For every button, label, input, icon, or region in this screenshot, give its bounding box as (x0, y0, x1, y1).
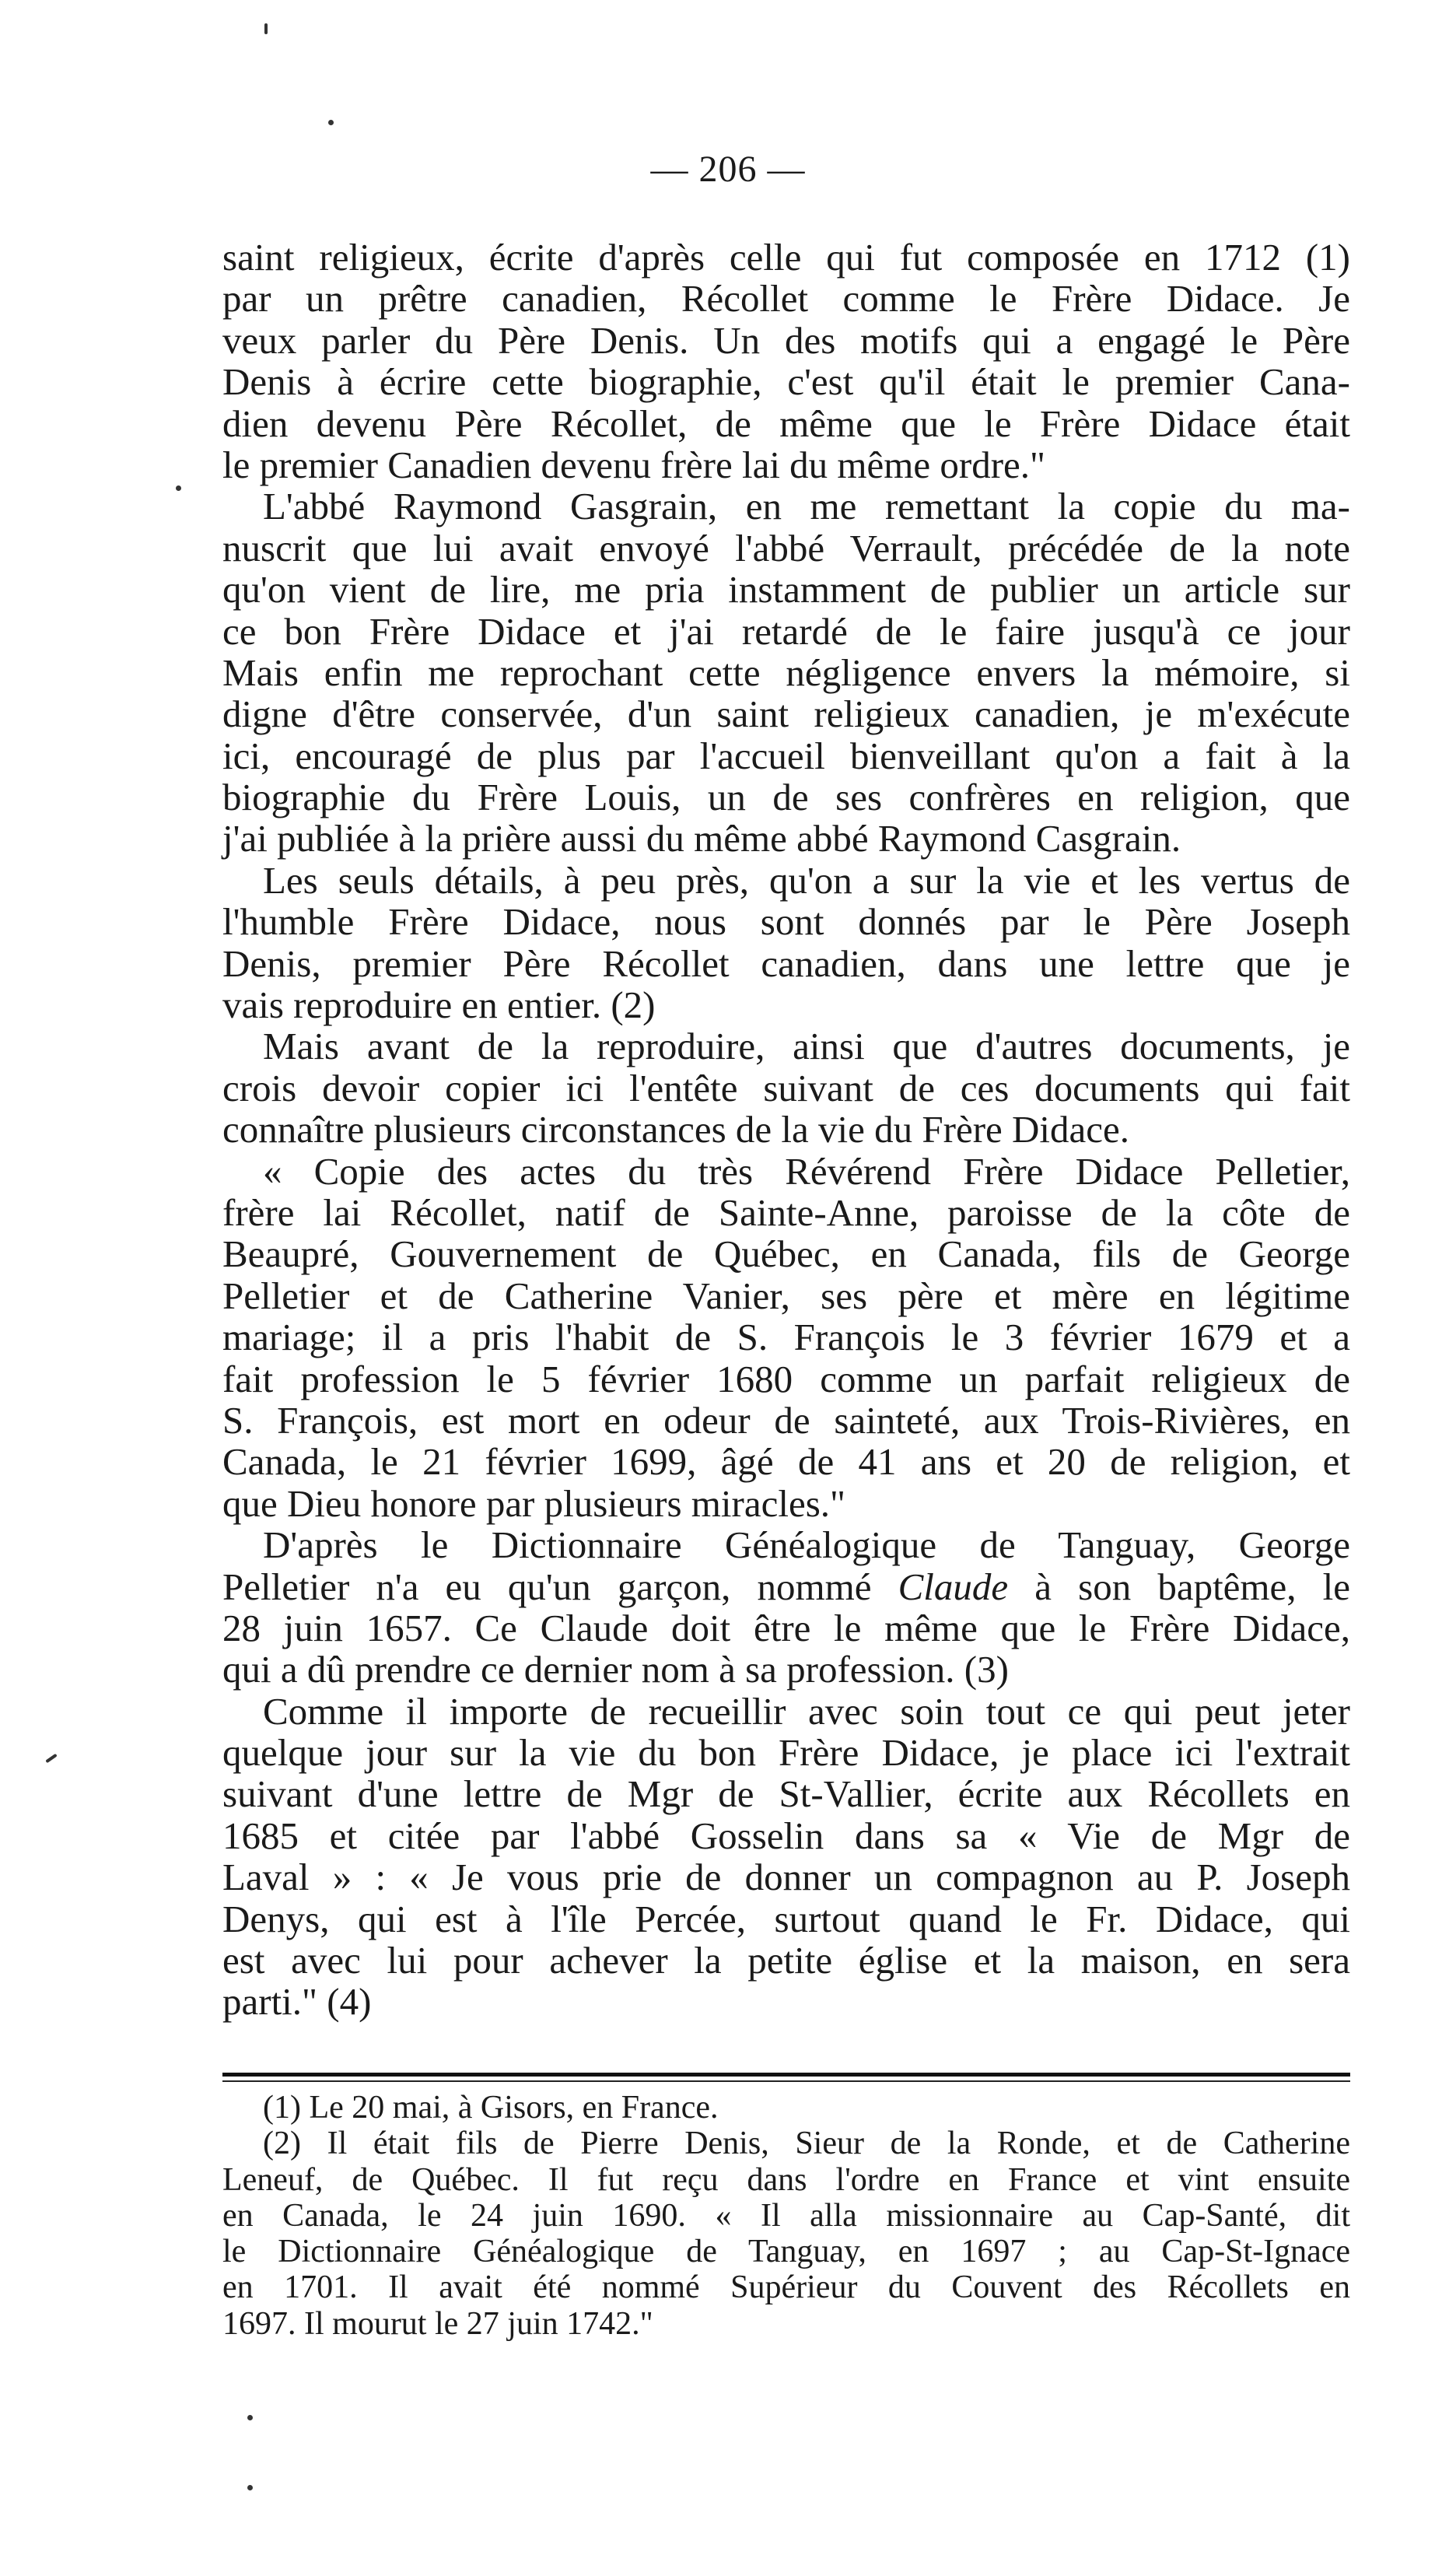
footnote-line: le Dictionnaire Généalogique de Tanguay, en 1697 ; au Cap-St-Ignace (222, 2234, 1350, 2270)
text-line: Beaupré, Gouvernement de Québec, en Canada, fils de George (222, 1232, 1350, 1276)
text-line: dien devenu Père Récollet, de même que le Frère Didace était (222, 401, 1350, 445)
footnote-line: en 1701. Il avait été nommé Supérieur du Couvent des Récollets en (222, 2269, 1350, 2306)
text-line: ici, encouragé de plus par l'accueil bienveillant qu'on a fait à la (222, 734, 1350, 777)
text-line: ce bon Frère Didace et j'ai retardé de le faire jusqu'à ce jour (222, 609, 1350, 653)
ink-speck (176, 485, 181, 491)
quote-first-line: « Copie des actes du très Révérend Frère Didace Pelletier, (263, 1149, 1350, 1193)
footnote-line: Leneuf, de Québec. Il fut reçu dans l'ordre en France et vint ensuite (222, 2161, 1350, 2198)
text-line: l'humble Frère Didace, nous sont donnés par le Père Joseph (222, 900, 1350, 944)
text-line: par un prêtre canadien, Récollet comme le Frère Didace. Je (222, 277, 1350, 321)
text-line: j'ai publiée à la prière aussi du même abbé Raymond Casgrain. (222, 817, 1181, 860)
text-line: crois devoir copier ici l'entête suivant de ces documents qui fait (222, 1066, 1350, 1109)
text-line: Denis à écrire cette biographie, c'est qu'il était le premier Cana- (222, 360, 1350, 404)
text-line: digne d'être conservée, d'un saint religieux canadien, je m'exécute (222, 692, 1350, 736)
footnote-line: en Canada, le 24 juin 1690. « Il alla missionnaire au Cap-Santé, dit (222, 2197, 1350, 2234)
text-segment: Pelletier n'a eu qu'un garçon, nommé (222, 1565, 872, 1608)
ink-speck (45, 1754, 57, 1763)
text-line: suivant d'une lettre de Mgr de St-Vallier, écrite aux Récollets en (222, 1772, 1350, 1816)
body-text (222, 237, 1350, 2023)
text-line: Denys, qui est à l'île Percée, surtout quand le Fr. Didace, qui (222, 1897, 1350, 1940)
text-line: le premier Canadien devenu frère lai du même ordre." (222, 443, 1046, 486)
text-line: mariage; il a pris l'habit de S. François le 3 février 1679 et a (222, 1316, 1350, 1359)
footnotes (222, 2090, 1350, 2342)
text-line: quelque jour sur la vie du bon Frère Didace, je place ici l'extrait (222, 1731, 1350, 1775)
text-line: qu'on vient de lire, me pria instamment de publier un article sur (222, 568, 1350, 612)
text-line: frère lai Récollet, natif de Sainte-Anne, paroisse de la côte de (222, 1190, 1350, 1234)
ink-speck (328, 120, 334, 125)
text-line: Laval » : « Je vous prie de donner un compagnon au P. Joseph (222, 1856, 1350, 1899)
text-line: qui a dû prendre ce dernier nom à sa profession. (3) (222, 1648, 1009, 1691)
text-line: veux parler du Père Denis. Un des motifs qui a engagé le Père (222, 318, 1350, 362)
footnote-line: 1697. Il mourut le 27 juin 1742." (222, 2305, 653, 2342)
paragraph-first-line: Les seuls détails, à peu près, qu'on a sur la vie et les vertus de (263, 858, 1350, 902)
text-line: fait profession le 5 février 1680 comme un parfait religieux de (222, 1357, 1350, 1400)
text-line: S. François, est mort en odeur de sainteté, aux Trois-Rivières, en (222, 1398, 1350, 1442)
text-line: est avec lui pour achever la petite église et la maison, en sera (222, 1939, 1350, 1982)
footnote-1: (1) Le 20 mai, à Gisors, en France. (263, 2090, 719, 2126)
text-line: biographie du Frère Louis, un de ses confrères en religion, que (222, 776, 1350, 819)
ink-speck (247, 2415, 253, 2420)
ink-speck (264, 23, 268, 34)
paragraph-first-line: D'après le Dictionnaire Généalogique de Tanguay, George (263, 1523, 1350, 1567)
page-number: — 206 — (650, 149, 806, 190)
text-line: connaître plusieurs circonstances de la vie du Frère Didace. (222, 1108, 1129, 1151)
text-line: saint religieux, écrite d'après celle qui fut composée en 1712 (1) (222, 236, 1350, 279)
footnote-divider-thin (222, 2080, 1350, 2082)
footnote-divider (222, 2073, 1350, 2077)
text-line (222, 1566, 1350, 1607)
text-line: Pelletier et de Catherine Vanier, ses père et mère en légitime (222, 1274, 1350, 1317)
text-line: 1685 et citée par l'abbé Gosselin dans sa « Vie de Mgr de (222, 1814, 1350, 1857)
text-line: Denis, premier Père Récollet canadien, dans une lettre que je (222, 941, 1350, 985)
footnote-2: (2) Il était fils de Pierre Denis, Sieur de la Ronde, et de Catherine (263, 2126, 1350, 2162)
text-line: nuscrit que lui avait envoyé l'abbé Verrault, précédée de la note (222, 526, 1350, 570)
paragraph-first-line: L'abbé Raymond Gasgrain, en me remettant la copie du ma- (263, 485, 1350, 528)
italic-name: Claude (898, 1565, 1009, 1608)
text-line: Mais enfin me reprochant cette négligence envers la mémoire, si (222, 650, 1350, 694)
text-segment: à son baptême, le (1034, 1565, 1351, 1608)
text-line: Canada, le 21 février 1699, âgé de 41 ans et 20 de religion, et (222, 1440, 1350, 1484)
ink-speck (247, 2485, 253, 2490)
text-line: 28 juin 1657. Ce Claude doit être le même que le Frère Didace, (222, 1606, 1350, 1649)
paragraph-first-line: Comme il importe de recueillir avec soin tout ce qui peut jeter (263, 1689, 1350, 1733)
paragraph-first-line: Mais avant de la reproduire, ainsi que d'autres documents, je (263, 1025, 1350, 1068)
text-line: parti." (4) (222, 1980, 372, 2024)
text-line: vais reproduire en entier. (2) (222, 983, 656, 1027)
text-line: que Dieu honore par plusieurs miracles." (222, 1481, 846, 1525)
